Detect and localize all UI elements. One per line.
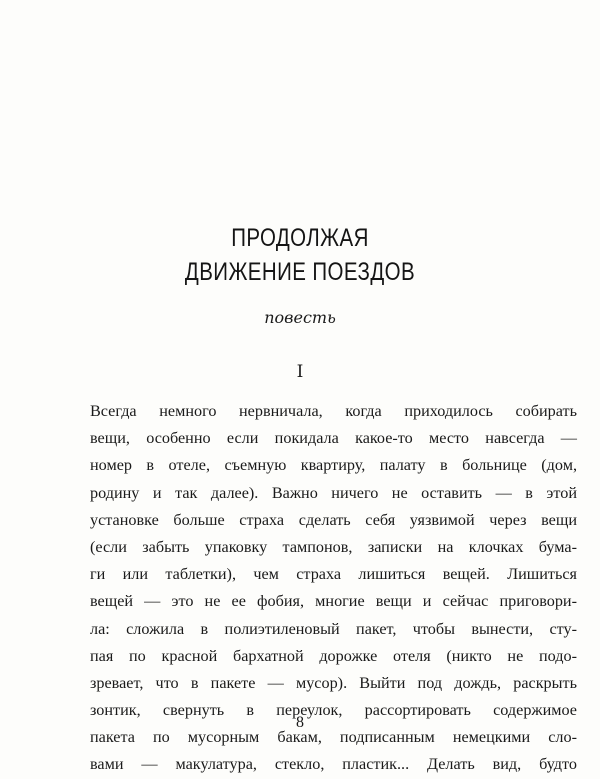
text-line: установке больше страха сделать себя уязвимой через вещи [90,510,577,529]
text-line: вами — макулатура, стекло, пластик... Делать вид, будто [90,755,577,774]
text-line: зревает, что в пакете — мусор). Выйти под дождь, раскрыть [90,673,577,692]
text-line: вещи, особенно если покидала какое-то место навсегда — [90,429,577,448]
text-line: (если забыть упаковку тампонов, записки на клочках бума- [90,537,577,556]
text-line: ги или таблетки), чем страха лишиться вещей. Лишиться [90,565,577,584]
text-line: родину и так далее). Важно ничего не оставить — в этой [90,483,577,502]
title-line-2: ДВИЖЕНИЕ ПОЕЗДОВ [184,258,416,286]
subtitle: повесть [264,308,336,327]
text-line: пакета по мусорным бакам, подписанным немецкими сло- [90,728,577,747]
chapter-number: I [296,362,304,382]
title-line-1: ПРОДОЛЖАЯ [231,224,369,252]
text-line: пая по красной бархатной дорожке отеля (никто не подо- [90,646,577,665]
text-line: Всегда немного нервничала, когда приходилось собирать [90,402,577,420]
text-line: ла: сложила в полиэтиленовый пакет, чтобы вынести, сту- [90,619,577,638]
text-line: зонтик, свернуть в переулок, рассортировать содержимое [90,701,577,720]
text-line: вещей — это не ее фобия, многие вещи и сейчас приговори- [90,592,577,611]
page-number: 8 [296,714,304,731]
text-line: номер в отеле, съемную квартиру, палату в больнице (дом, [90,456,577,475]
